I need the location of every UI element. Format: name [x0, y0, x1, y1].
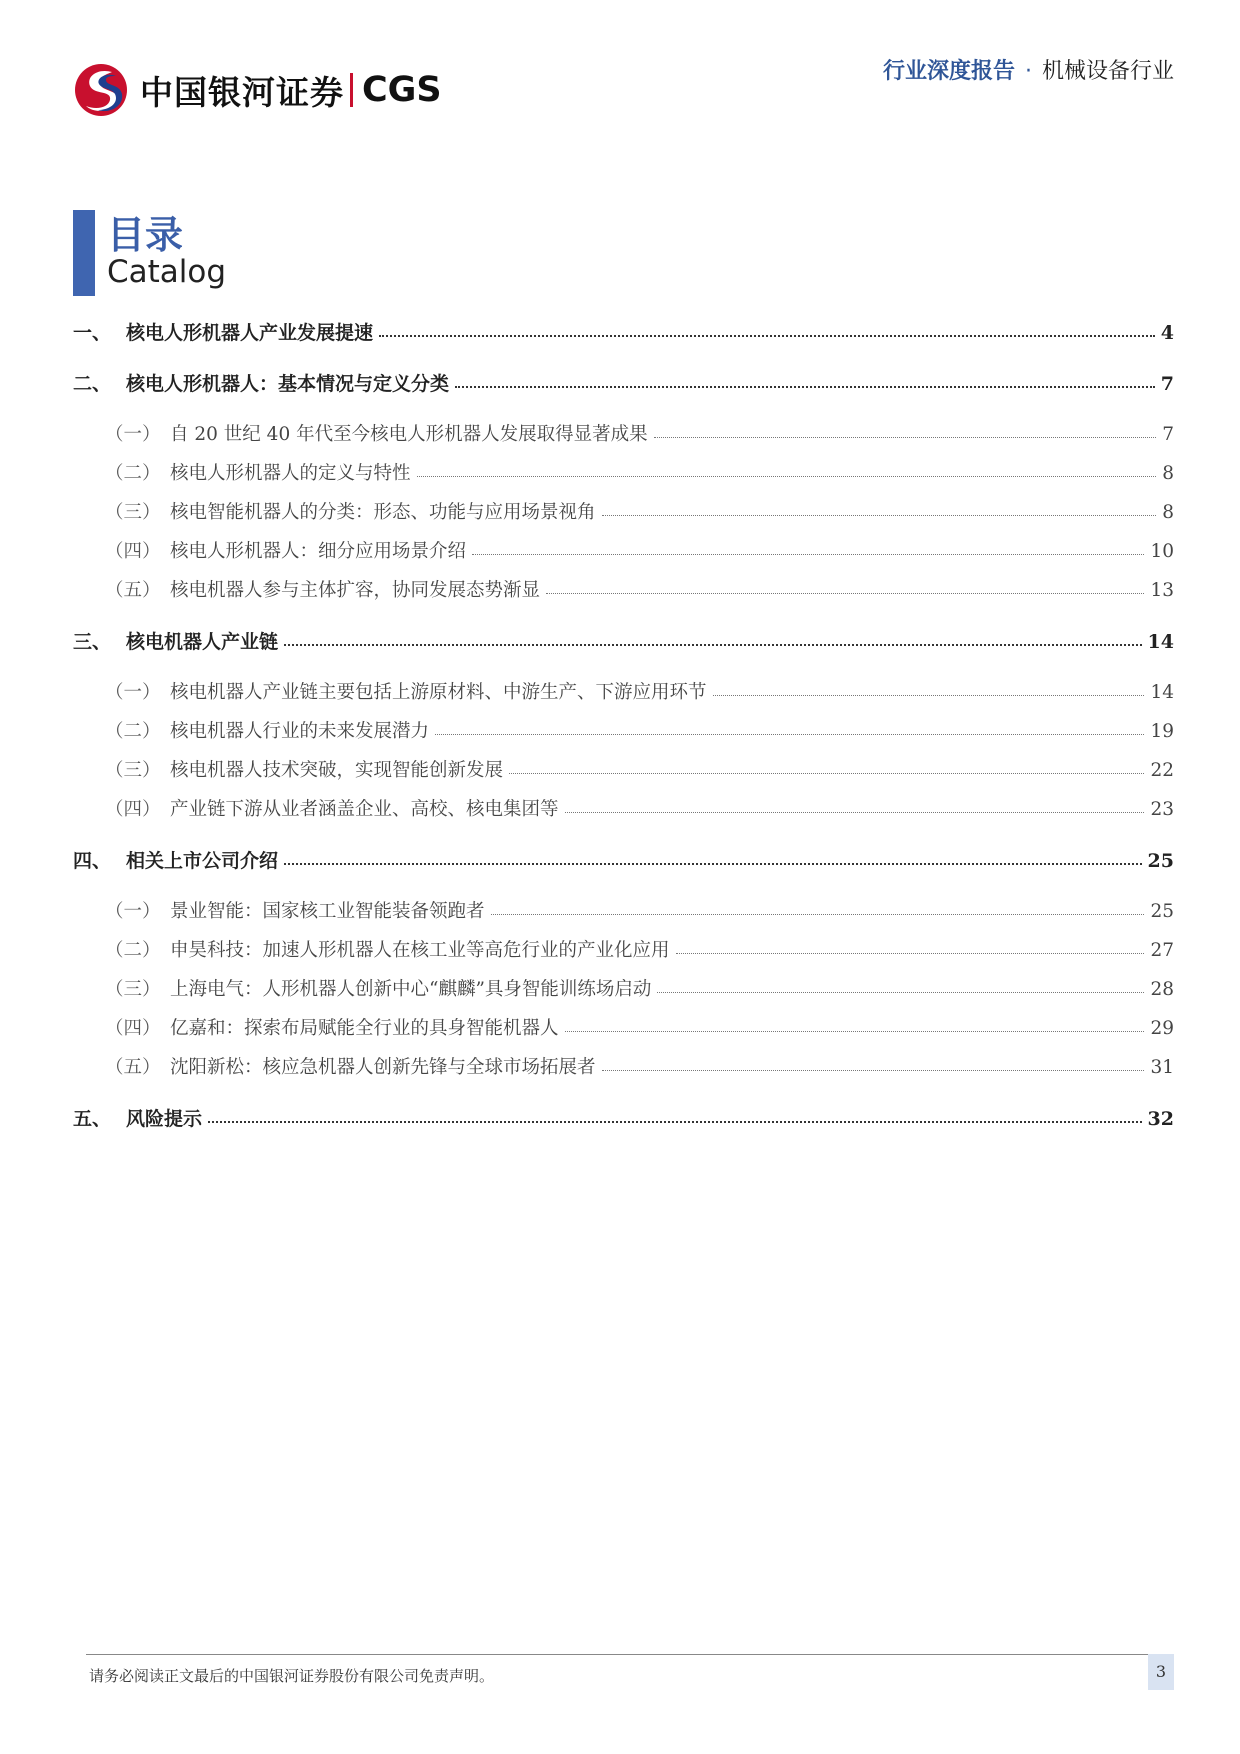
toc-entry-title: 核电机器人行业的未来发展潜力	[170, 721, 430, 742]
toc-entry-title: 产业链下游从业者涵盖企业、高校、核电集团等	[170, 799, 559, 820]
toc-dot-leader	[284, 643, 1142, 646]
toc-dot-leader	[455, 385, 1155, 388]
toc-entry-title: 亿嘉和：探索布局赋能全行业的具身智能机器人	[170, 1018, 559, 1039]
catalog-title-bar	[73, 210, 95, 296]
toc-entry-number: （一）	[105, 424, 161, 445]
toc-entry-page: 13	[1150, 580, 1174, 601]
toc-entry-page: 10	[1150, 541, 1174, 562]
toc-dot-leader	[284, 862, 1142, 865]
toc-entry-number: （一）	[105, 901, 161, 922]
toc-subsection-entry[interactable]	[73, 756, 1174, 795]
toc-subsection-entry[interactable]	[73, 420, 1174, 459]
toc-dot-leader	[713, 694, 1145, 696]
toc-dot-leader	[676, 952, 1145, 954]
toc-section-entry[interactable]	[73, 846, 1174, 897]
catalog-title-cn: 目录	[107, 213, 184, 257]
toc-entry-title: 核电人形机器人产业发展提速	[126, 322, 374, 344]
toc-subsection-entry[interactable]	[73, 459, 1174, 498]
footer-disclaimer: 请务必阅读正文最后的中国银河证券股份有限公司免责声明。	[89, 1667, 495, 1685]
toc-section-entry[interactable]	[73, 1104, 1174, 1155]
toc-section-entry[interactable]	[73, 318, 1174, 369]
toc-dot-leader	[417, 475, 1157, 477]
toc-subsection-entry[interactable]	[73, 537, 1174, 576]
toc-entry-number: 一、	[73, 322, 112, 344]
toc-dot-leader	[602, 514, 1157, 516]
toc-subsection-entry[interactable]	[73, 717, 1174, 756]
page-number: 3	[1148, 1654, 1174, 1690]
toc-entry-page: 8	[1162, 463, 1174, 484]
toc-entry-title: 相关上市公司介绍	[126, 850, 279, 872]
toc-entry-page: 32	[1147, 1108, 1174, 1130]
toc-subsection-entry[interactable]	[73, 498, 1174, 537]
toc-entry-number: 五、	[73, 1108, 112, 1130]
toc-dot-leader	[565, 811, 1145, 813]
cgs-logo-icon	[72, 62, 130, 118]
toc-entry-page: 31	[1150, 1057, 1174, 1078]
toc-dot-leader	[435, 733, 1144, 735]
catalog-title-en: Catalog	[107, 254, 227, 290]
toc-entry-number: 三、	[73, 631, 112, 653]
toc-subsection-entry[interactable]	[73, 795, 1174, 834]
table-of-contents	[73, 318, 1174, 1155]
toc-section-entry[interactable]	[73, 369, 1174, 420]
toc-subsection-entry[interactable]	[73, 678, 1174, 717]
report-header	[883, 54, 1174, 85]
toc-entry-title: 自 20 世纪 40 年代至今核电人形机器人发展取得显著成果	[170, 424, 648, 445]
toc-entry-title: 核电机器人产业链	[126, 631, 279, 653]
toc-entry-page: 8	[1162, 502, 1174, 523]
toc-entry-page: 19	[1150, 721, 1174, 742]
toc-entry-page: 27	[1150, 940, 1174, 961]
toc-entry-page: 14	[1150, 682, 1174, 703]
toc-entry-title: 沈阳新松：核应急机器人创新先锋与全球市场拓展者	[170, 1057, 596, 1078]
toc-subsection-entry[interactable]	[73, 576, 1174, 615]
toc-entry-page: 14	[1147, 631, 1174, 653]
toc-entry-number: （四）	[105, 799, 161, 820]
toc-entry-page: 29	[1150, 1018, 1174, 1039]
toc-dot-leader	[472, 553, 1144, 555]
toc-entry-number: （一）	[105, 682, 161, 703]
toc-entry-number: （五）	[105, 1057, 161, 1078]
toc-dot-leader	[208, 1120, 1142, 1123]
toc-entry-number: （二）	[105, 463, 161, 484]
toc-entry-number: （三）	[105, 760, 161, 781]
toc-entry-title: 景业智能：国家核工业智能装备领跑者	[170, 901, 485, 922]
toc-dot-leader	[602, 1069, 1145, 1071]
toc-subsection-entry[interactable]	[73, 936, 1174, 975]
toc-entry-page: 22	[1150, 760, 1174, 781]
toc-dot-leader	[509, 772, 1144, 774]
toc-entry-title: 核电人形机器人：基本情况与定义分类	[126, 373, 450, 395]
brand-logo	[72, 62, 442, 118]
header-separator: ·	[1024, 59, 1032, 84]
toc-entry-page: 4	[1160, 322, 1174, 344]
toc-entry-number: （四）	[105, 1018, 161, 1039]
toc-entry-number: （三）	[105, 979, 161, 1000]
toc-entry-title: 核电机器人产业链主要包括上游原材料、中游生产、下游应用环节	[170, 682, 707, 703]
brand-name-en: CGS	[362, 70, 442, 110]
report-sector: 机械设备行业	[1041, 59, 1174, 84]
toc-entry-title: 核电人形机器人：细分应用场景介绍	[170, 541, 467, 562]
toc-entry-title: 核电机器人技术突破，实现智能创新发展	[170, 760, 504, 781]
toc-dot-leader	[654, 436, 1157, 438]
toc-entry-number: （四）	[105, 541, 161, 562]
toc-entry-title: 申昊科技：加速人形机器人在核工业等高危行业的产业化应用	[170, 940, 670, 961]
toc-entry-page: 25	[1147, 850, 1174, 872]
toc-subsection-entry[interactable]	[73, 897, 1174, 936]
toc-dot-leader	[565, 1030, 1145, 1032]
toc-dot-leader	[379, 334, 1155, 337]
toc-entry-number: （二）	[105, 721, 161, 742]
toc-dot-leader	[491, 913, 1145, 915]
toc-entry-page: 28	[1150, 979, 1174, 1000]
toc-entry-number: 二、	[73, 373, 112, 395]
toc-subsection-entry[interactable]	[73, 975, 1174, 1014]
toc-subsection-entry[interactable]	[73, 1014, 1174, 1053]
toc-entry-number: （五）	[105, 580, 161, 601]
toc-entry-page: 25	[1150, 901, 1174, 922]
toc-entry-title: 上海电气：人形机器人创新中心“麒麟”具身智能训练场启动	[170, 979, 652, 1000]
brand-name-cn: 中国银河证券	[140, 72, 344, 112]
toc-dot-leader	[546, 592, 1144, 594]
toc-entry-number: （三）	[105, 502, 161, 523]
toc-entry-title: 风险提示	[126, 1108, 203, 1130]
toc-subsection-entry[interactable]	[73, 1053, 1174, 1092]
toc-entry-number: 四、	[73, 850, 112, 872]
toc-entry-page: 7	[1162, 424, 1174, 445]
toc-entry-page: 7	[1160, 373, 1174, 395]
toc-dot-leader	[657, 991, 1144, 993]
toc-entry-page: 23	[1150, 799, 1174, 820]
toc-entry-title: 核电智能机器人的分类：形态、功能与应用场景视角	[170, 502, 596, 523]
toc-entry-title: 核电机器人参与主体扩容，协同发展态势渐显	[170, 580, 541, 601]
toc-entry-number: （二）	[105, 940, 161, 961]
toc-entry-title: 核电人形机器人的定义与特性	[170, 463, 411, 484]
report-type: 行业深度报告	[882, 59, 1015, 84]
footer-divider	[86, 1654, 1174, 1655]
toc-section-entry[interactable]	[73, 627, 1174, 678]
brand-divider	[350, 73, 353, 107]
